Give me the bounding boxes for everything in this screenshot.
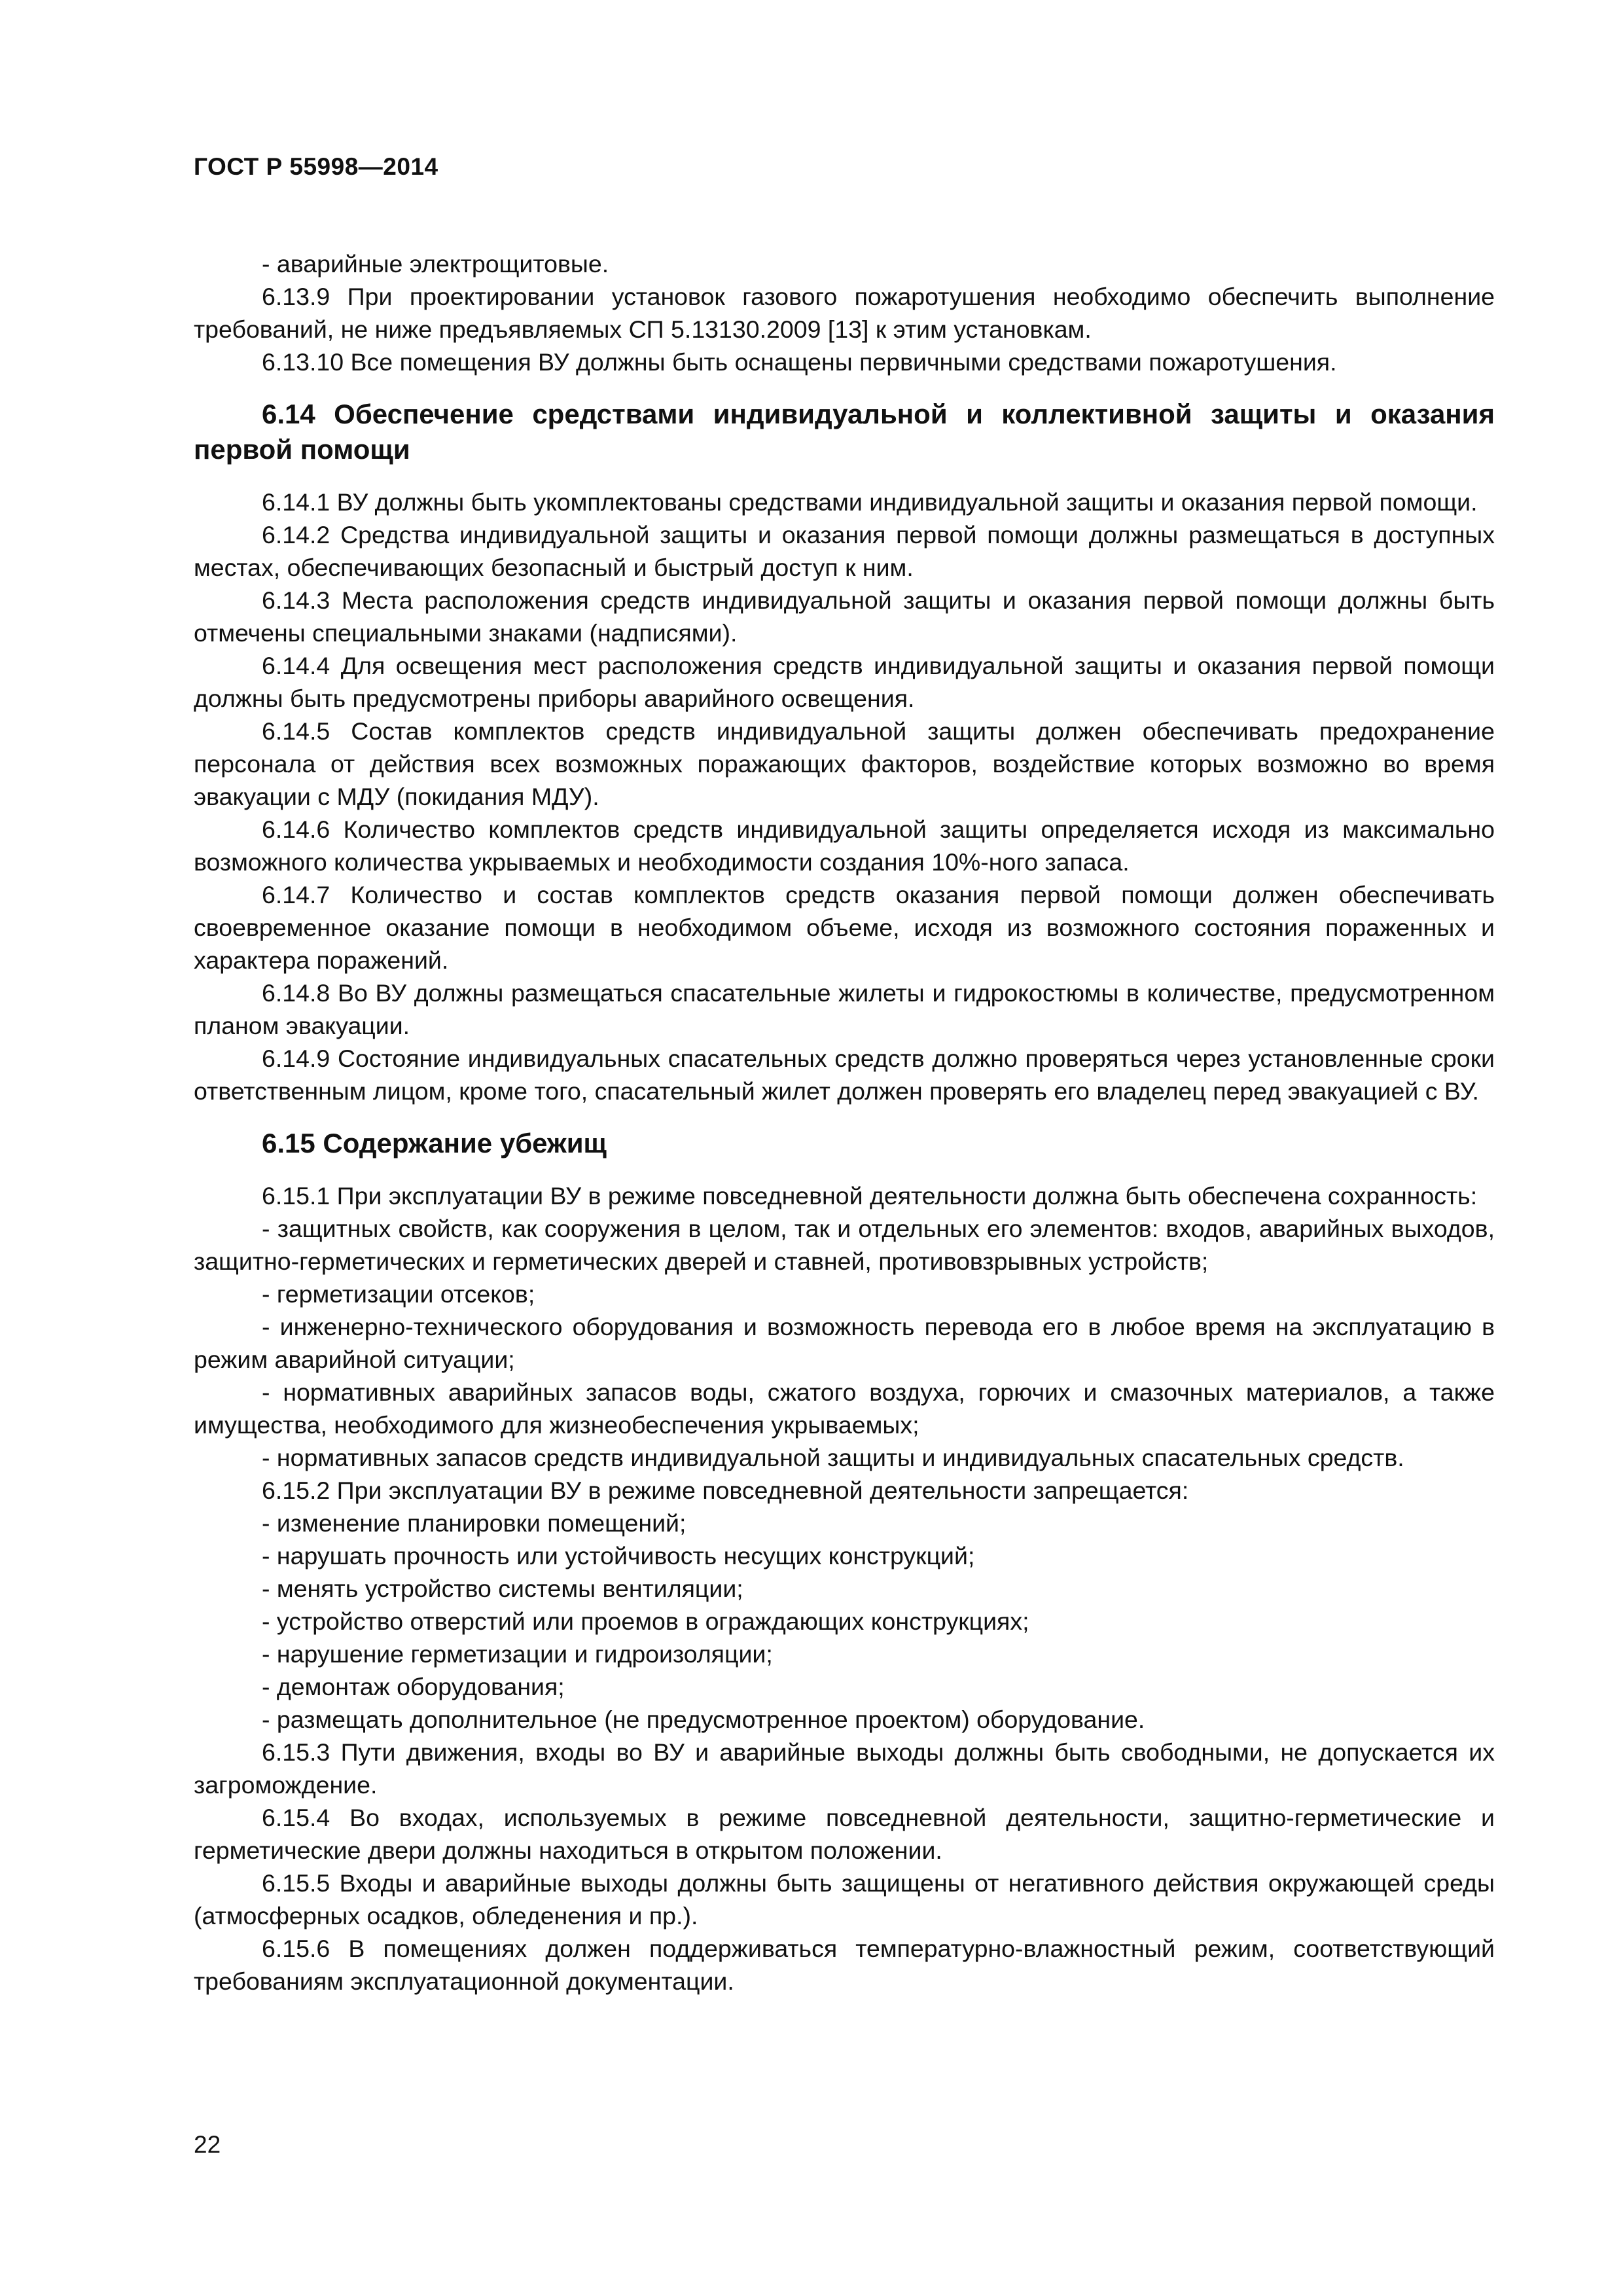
paragraph: 6.13.10 Все помещения ВУ должны быть оснащены первичными средствами пожаротушения. xyxy=(262,348,1337,376)
list-item: - нормативных аварийных запасов воды, сжатого воздуха, горючих и смазочных материалов, а также имущества, необходимого для жизнеобеспечения укрываемых; xyxy=(194,1378,1495,1439)
list-item: - размещать дополнительное (не предусмотренное проектом) оборудование. xyxy=(262,1706,1145,1733)
paragraph: 6.14.6 Количество комплектов средств индивидуальной защиты определяется исходя из максимально возможного количества укрываемых и необходимости создания 10%-ного запаса. xyxy=(194,816,1495,876)
list-item: - герметизации отсеков; xyxy=(262,1280,535,1308)
paragraph: 6.14.1 ВУ должны быть укомплектованы средствами индивидуальной защиты и оказания первой помощи. xyxy=(262,488,1478,516)
list-item: - менять устройство системы вентиляции; xyxy=(262,1575,743,1602)
paragraph: 6.15.1 При эксплуатации ВУ в режиме повседневной деятельности должна быть обеспечена сохранность: xyxy=(262,1182,1478,1210)
paragraph: 6.15.4 Во входах, используемых в режиме повседневной деятельности, защитно-герметические и герметические двери должны находиться в открытом положении. xyxy=(194,1804,1495,1864)
paragraph: 6.15.3 Пути движения, входы во ВУ и аварийные выходы должны быть свободными, не допускается их загромождение. xyxy=(194,1738,1495,1799)
paragraph: 6.14.4 Для освещения мест расположения средств индивидуальной защиты и оказания первой помощи должны быть предусмотрены приборы аварийного освещения. xyxy=(194,652,1495,712)
paragraph: 6.15.5 Входы и аварийные выходы должны быть защищены от негативного действия окружающей среды (атмосферных осадков, обледенения и пр.). xyxy=(194,1869,1495,1929)
list-item: - устройство отверстий или проемов в ограждающих конструкциях; xyxy=(262,1607,1029,1635)
paragraph: - аварийные электрощитовые. xyxy=(262,250,609,278)
list-item: - изменение планировки помещений; xyxy=(262,1509,687,1537)
paragraph: 6.15.6 В помещениях должен поддерживаться температурно-влажностный режим, соответствующий требованиям эксплуатационной документации. xyxy=(194,1935,1495,1995)
paragraph: 6.14.7 Количество и состав комплектов средств оказания первой помощи должен обеспечивать своевременное оказание помощи в необходимом объеме, исходя из возможного состояния пораженных и характера поражений. xyxy=(194,881,1495,974)
list-item: - нормативных запасов средств индивидуальной защиты и индивидуальных спасательных средств. xyxy=(262,1444,1404,1471)
list-item: - защитных свойств, как сооружения в целом, так и отдельных его элементов: входов, аварийных выходов, защитно-герметических и герметических дверей и ставней, противовзрывных устройств; xyxy=(194,1215,1495,1275)
paragraph: 6.15.2 При эксплуатации ВУ в режиме повседневной деятельности запрещается: xyxy=(262,1477,1189,1504)
list-item: - демонтаж оборудования; xyxy=(262,1673,565,1700)
paragraph: 6.14.8 Во ВУ должны размещаться спасательные жилеты и гидрокостюмы в количестве, предусмотренном планом эвакуации. xyxy=(194,979,1495,1039)
list-item: - нарушать прочность или устойчивость несущих конструкций; xyxy=(262,1542,975,1570)
list-item: - нарушение герметизации и гидроизоляции; xyxy=(262,1640,773,1668)
paragraph: 6.14.3 Места расположения средств индивидуальной защиты и оказания первой помощи должны быть отмечены специальными знаками (надписями). xyxy=(194,586,1495,647)
document-header: ГОСТ Р 55998—2014 xyxy=(194,153,438,180)
paragraph: 6.14.2 Средства индивидуальной защиты и оказания первой помощи должны размещаться в доступных местах, обеспечивающих безопасный и быстрый доступ к ним. xyxy=(194,521,1495,581)
list-item: - инженерно-технического оборудования и возможность перевода его в любое время на эксплуатацию в режим аварийной ситуации; xyxy=(194,1313,1495,1373)
paragraph: 6.14.5 Состав комплектов средств индивидуальной защиты должен обеспечивать предохранение персонала от действия всех возможных поражающих факторов, воздействие которых возможно во время эвакуации с МДУ (покидания МДУ). xyxy=(194,717,1495,810)
paragraph: 6.13.9 При проектировании установок газового пожаротушения необходимо обеспечить выполнение требований, не ниже предъявляемых СП 5.13130.2009 [13] к этим установкам. xyxy=(194,283,1495,343)
document-body xyxy=(194,247,1495,1998)
paragraph: 6.14.9 Состояние индивидуальных спасательных средств должно проверяться через установленные сроки ответственным лицом, кроме того, спасательный жилет должен проверять его владелец перед эвакуацией с ВУ. xyxy=(194,1045,1495,1105)
section-heading: 6.15 Содержание убежищ xyxy=(262,1128,607,1158)
section-heading: 6.14 Обеспечение средствами индивидуальной и коллективной защиты и оказания первой помощи xyxy=(194,399,1495,465)
page-number: 22 xyxy=(194,2131,221,2158)
